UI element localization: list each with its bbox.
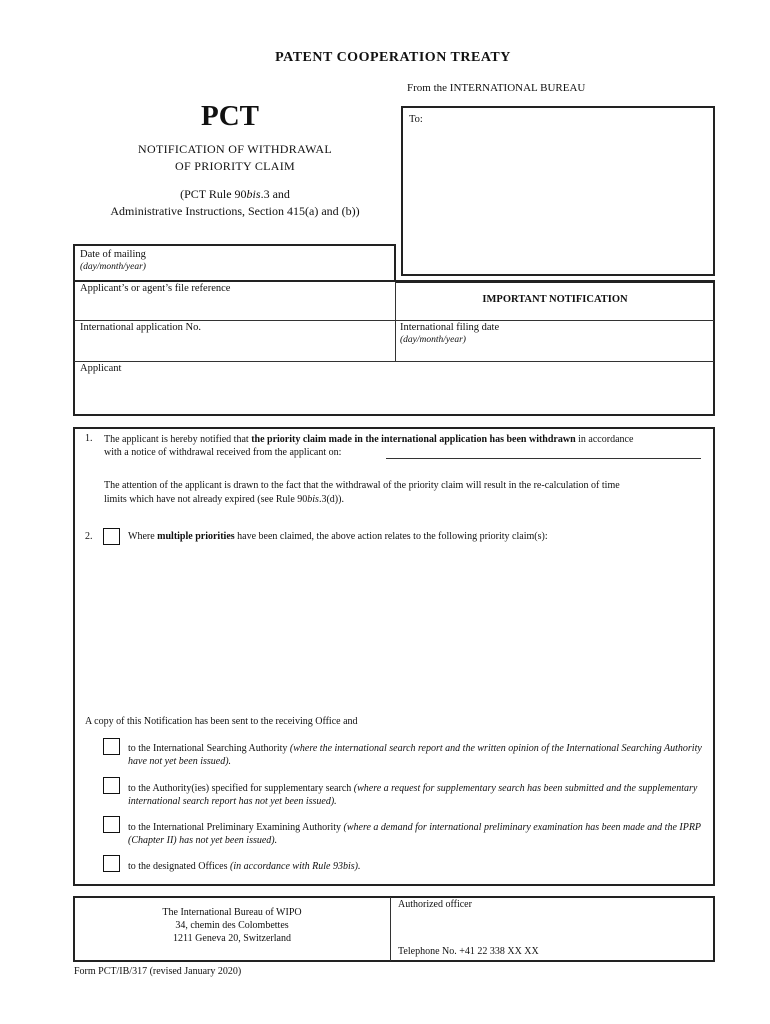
ipea-checkbox[interactable] [103, 816, 120, 833]
bureau-street: 34, chemin des Colombettes [175, 920, 289, 931]
item-2-number: 2. [85, 531, 93, 542]
option-designated: to the designated Offices (in accordance with Rule 93bis). [128, 861, 361, 872]
copy-sent-text: A copy of this Notification has been sent to the receiving Office and [85, 716, 358, 727]
supplementary-search-checkbox[interactable] [103, 777, 120, 794]
multiple-priorities-checkbox[interactable] [103, 528, 120, 545]
title-line-2: OF PRIORITY CLAIM [175, 159, 295, 173]
bureau-city: 1211 Geneva 20, Switzerland [173, 933, 291, 944]
divider [390, 897, 391, 961]
divider [74, 361, 714, 362]
item-2-text: Where multiple priorities have been claimed, the above action relates to the following priority claim(s): [128, 531, 548, 542]
withdrawal-date-line[interactable] [386, 458, 701, 459]
important-notification: IMPORTANT NOTIFICATION [482, 294, 628, 305]
file-reference-label: Applicant’s or agent’s file reference [80, 283, 231, 294]
filing-date-label: International filing date (day/month/year) [400, 322, 500, 345]
option-isa: to the International Searching Authority (where the international search report and the written opinion of the International Searching Authority have not yet been issued). [128, 743, 702, 767]
divider [395, 281, 714, 283]
pct-heading: PCT [201, 100, 259, 132]
from-bureau: From the INTERNATIONAL BUREAU [407, 82, 586, 94]
option-supplementary: to the Authority(ies) specified for supplementary search (where a request for supplementary search has been submitted and the supplementary international search report has not yet been issued). [128, 783, 698, 807]
to-label: To: [409, 114, 423, 125]
admin-line: Administrative Instructions, Section 415(a) and (b)) [110, 204, 360, 218]
rule-reference [75, 186, 395, 220]
authorized-officer-label: Authorized officer [398, 899, 472, 910]
bureau-name: The International Bureau of WIPO [162, 907, 302, 918]
designated-offices-checkbox[interactable] [103, 855, 120, 872]
divider [74, 320, 714, 321]
to-address-box[interactable] [401, 106, 715, 276]
title-line-1: NOTIFICATION OF WITHDRAWAL [138, 142, 332, 156]
telephone-number: Telephone No. +41 22 338 XX XX [398, 946, 539, 957]
item-1-number: 1. [85, 433, 93, 444]
applicant-label: Applicant [80, 363, 122, 374]
treaty-title: PATENT COOPERATION TREATY [275, 50, 511, 65]
isa-checkbox[interactable] [103, 738, 120, 755]
intl-application-label: International application No. [80, 322, 202, 333]
date-mailing-label: Date of mailing (day/month/year) [80, 249, 146, 272]
attention-text: The attention of the applicant is drawn to the fact that the withdrawal of the priority claim will result in the re-calculation of time limits which have not already expired (see Rule 90bis.3(d)). [104, 480, 620, 505]
item-1-text: The applicant is hereby notified that the priority claim made in the international application has been withdrawn in accordance [104, 434, 634, 445]
item-1-line-2: with a notice of withdrawal received from the applicant on: [104, 447, 342, 458]
option-ipea: to the International Preliminary Examining Authority (where a demand for international preliminary examination has been made and the IPRP (Chapter II) has not yet been issued). [128, 822, 701, 846]
notification-title [75, 141, 395, 175]
form-identifier: Form PCT/IB/317 (revised January 2020) [74, 966, 242, 977]
rule-line: (PCT Rule 90bis.3 and [180, 187, 290, 201]
bureau-address [74, 906, 390, 945]
